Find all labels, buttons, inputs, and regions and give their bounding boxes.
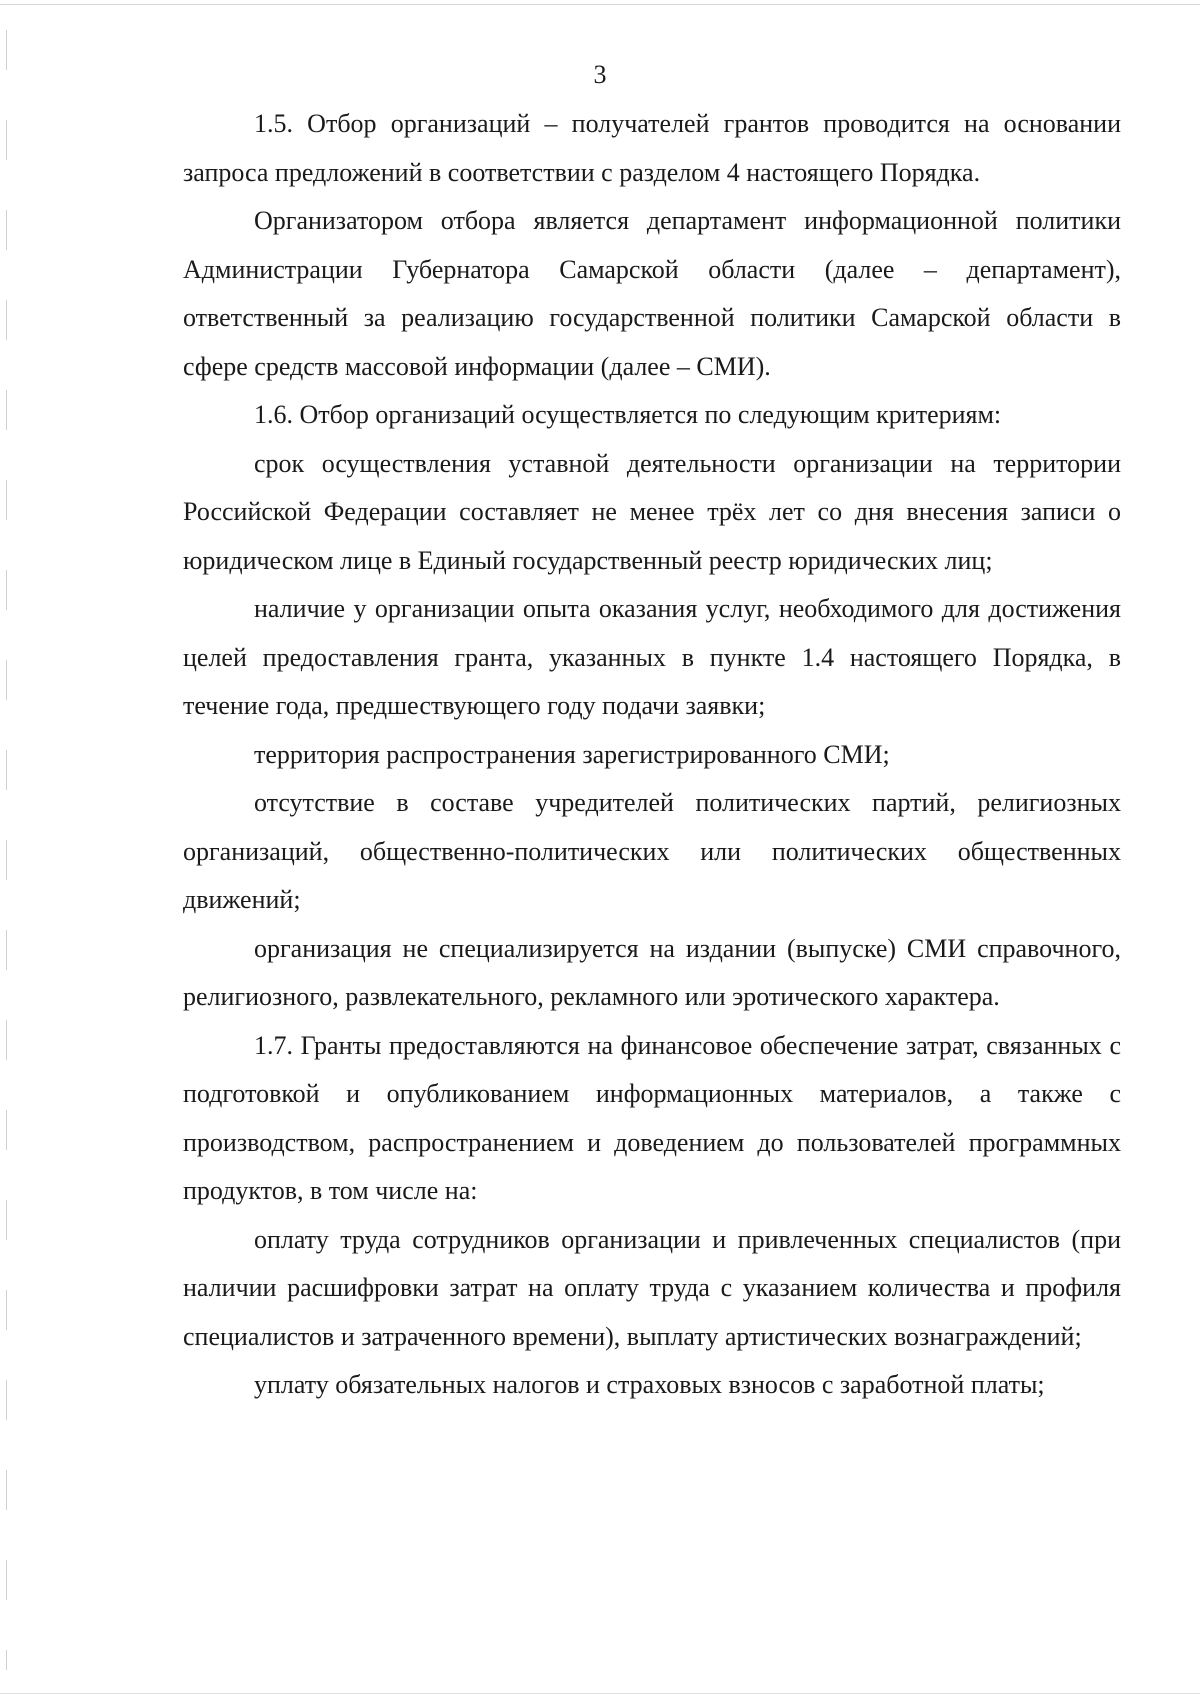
paragraph-1-7: 1.7. Гранты предоставляются на финансовое обеспечение затрат, связанных с подготовкой и опубликованием информационных материалов, а также с производством, распространением и доведением до пользователей программных продуктов, в том числе на: (183, 1030, 1121, 1205)
scan-edge-left (6, 30, 7, 1670)
paragraph-1-6: 1.6. Отбор организаций осуществляется по следующим критериям: (254, 400, 1002, 429)
criterion-territory: территория распространения зарегистрированного СМИ; (254, 739, 890, 769)
scan-edge-top (0, 4, 1200, 5)
criterion-experience: наличие у организации опыта оказания услуг, необходимого для достижения целей предоставления гранта, указанных в пункте 1.4 настоящего Порядка, в течение года, предшествующего году подачи заявки; (183, 594, 1121, 720)
paragraph-1-5: 1.5. Отбор организаций – получателей грантов проводится на основании запроса предложений в соответствии с разделом 4 настоящего Порядка. (183, 109, 1121, 187)
criterion-founders: отсутствие в составе учредителей политических партий, религиозных организаций, общественно-политических или политических общественных движений; (183, 788, 1121, 914)
expense-taxes: уплату обязательных налогов и страховых взносов с заработной платы; (254, 1370, 1045, 1399)
page-number: 3 (593, 60, 607, 89)
criterion-specialization: организация не специализируется на издании (выпуске) СМИ справочного, религиозного, развлекательного, рекламного или эротического характера. (183, 933, 1121, 1011)
scan-edge-bottom (0, 1693, 1200, 1694)
expense-salary: оплату труда сотрудников организации и привлеченных специалистов (при наличии расшифровки затрат на оплату труда с указанием количества и профиля специалистов и затраченного времени), выплату артистических вознаграждений; (183, 1224, 1121, 1351)
paragraph-organizer: Организатором отбора является департамент информационной политики Администрации Губернатора Самарской области (далее – департамент), ответственный за реализацию государственной политики Самарской области в сфере средств массовой информации (далее – СМИ). (183, 206, 1121, 381)
criterion-activity-term: срок осуществления уставной деятельности организации на территории Российской Федерации составляет не менее трёх лет со дня внесения записи о юридическом лице в Единый государственный реестр юридических лиц; (183, 448, 1121, 575)
document-body (183, 100, 1121, 1410)
